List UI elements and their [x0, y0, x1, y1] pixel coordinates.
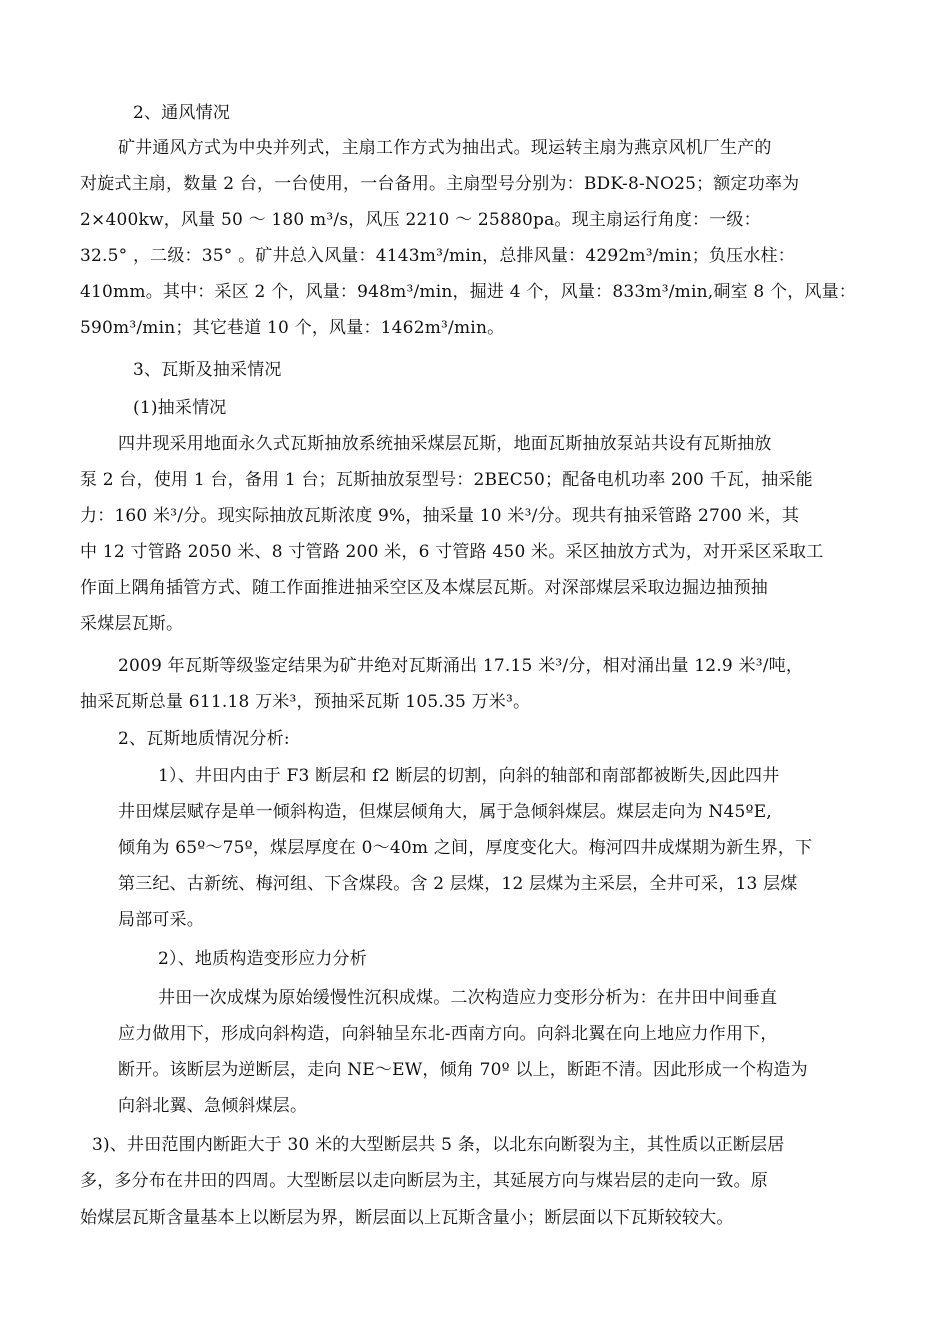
heading-ventilation: 2、通风情况: [133, 103, 231, 123]
text-line: 3)、井田范围内断距大于 30 米的大型断层共 5 条，以北东向断裂为主，其性质以正断层居: [92, 1135, 785, 1155]
text-line: 泵 2 台，使用 1 台，备用 1 台；瓦斯抽放泵型号：2BEC50；配备电机功率 200 千瓦，抽采能: [80, 470, 813, 490]
text-line: 中 12 寸管路 2050 米、8 寸管路 200 米，6 寸管路 450 米。采区抽放方式为，对开采区采取工: [80, 542, 824, 562]
text-line: 局部可采。: [118, 910, 204, 930]
heading-gas-geology: 2、瓦斯地质情况分析:: [118, 729, 290, 749]
text-line: 倾角为 65º～75º，煤层厚度在 0～40m 之间，厚度变化大。梅河四井成煤期为新生界，下: [118, 838, 813, 858]
text-line: 对旋式主扇，数量 2 台，一台使用，一台备用。主扇型号分别为：BDK-8-NO25；额定功率为: [80, 174, 800, 194]
text-line: 590m³/min；其它巷道 10 个，风量：1462m³/min。: [80, 318, 505, 338]
text-line: 采煤层瓦斯。: [80, 614, 184, 634]
text-line: 2009 年瓦斯等级鉴定结果为矿井绝对瓦斯涌出 17.15 米³/分，相对涌出量 12.9 米³/吨，: [118, 656, 804, 676]
text-line: 始煤层瓦斯含量基本上以断层为界，断层面以上瓦斯含量小；断层面以下瓦斯较较大。: [80, 1208, 734, 1228]
text-line: 32.5° ，二级：35° 。矿井总入风量：4143m³/min，总排风量：4292m³/min；负压水柱：: [80, 246, 795, 266]
text-line: 井田一次成煤为原始缓慢性沉积成煤。二次构造应力变形分析为：在井田中间垂直: [158, 988, 778, 1008]
text-line: 井田煤层赋存是单一倾斜构造，但煤层倾角大，属于急倾斜煤层。煤层走向为 N45ºE,: [118, 802, 772, 822]
text-line: 多，多分布在井田的四周。大型断层以走向断层为主，其延展方向与煤岩层的走向一致。原: [80, 1171, 768, 1191]
text-line: 抽采瓦斯总量 611.18 万米³，预抽采瓦斯 105.35 万米³。: [80, 692, 531, 712]
text-line: 向斜北翼、急倾斜煤层。: [118, 1096, 308, 1116]
text-line: 四井现采用地面永久式瓦斯抽放系统抽采煤层瓦斯，地面瓦斯抽放泵站共设有瓦斯抽放: [118, 434, 772, 454]
text-line: 2×400kw，风量 50 ～ 180 m³/s，风压 2210 ～ 25880pa。现主扇运行角度：一级：: [80, 210, 761, 230]
subheading-stress-analysis: 2）、地质构造变形应力分析: [158, 949, 367, 969]
subheading-drainage: (1)抽采情况: [133, 398, 227, 418]
text-line: 力：160 米³/分。现实际抽放瓦斯浓度 9%，抽采量 10 米³/分。现共有抽采管路 2700 米，其: [80, 506, 800, 526]
heading-gas-drainage: 3、瓦斯及抽采情况: [133, 360, 282, 380]
text-line: 作面上隅角插管方式、随工作面推进抽采空区及本煤层瓦斯。对深部煤层采取边掘边抽预抽: [80, 578, 768, 598]
text-line: 1）、井田内由于 F3 断层和 f2 断层的切割，向斜的轴部和南部都被断失,因此四井: [158, 766, 780, 786]
text-line: 410mm。其中：采区 2 个，风量：948m³/min，掘进 4 个，风量：833m³/min,硐室 8 个，风量：: [80, 282, 856, 302]
text-line: 矿井通风方式为中央并列式，主扇工作方式为抽出式。现运转主扇为燕京风机厂生产的: [118, 138, 772, 158]
text-line: 第三纪、古新统、梅河组、下含煤段。含 2 层煤，12 层煤为主采层，全井可采，13 层煤: [118, 874, 798, 894]
text-line: 应力做用下，形成向斜构造，向斜轴呈东北-西南方向。向斜北翼在向上地应力作用下，: [118, 1024, 778, 1044]
text-line: 断开。该断层为逆断层，走向 NE～EW，倾角 70º 以上，断距不清。因此形成一个构造为: [118, 1060, 808, 1080]
